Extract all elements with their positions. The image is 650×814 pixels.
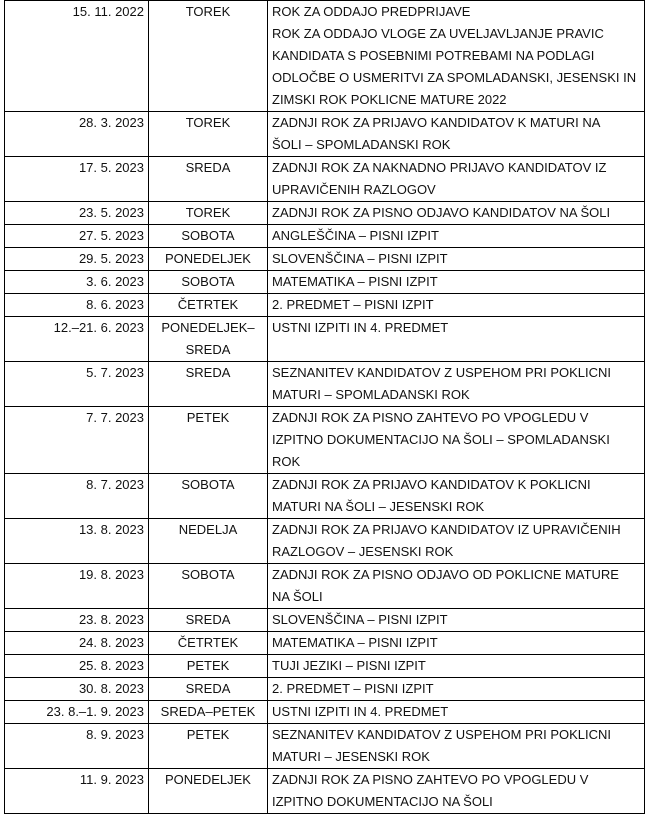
schedule-body [5, 1, 645, 814]
table-row [5, 632, 645, 655]
description-text: SEZNANITEV KANDIDATOV Z USPEHOM PRI POKLICNI [272, 727, 612, 742]
description-cell [268, 248, 645, 271]
day-text: ČETRTEK [177, 635, 239, 650]
schedule-table [4, 0, 645, 814]
day-text: SREDA [185, 612, 231, 627]
date-cell: 23. 8.–1. 9. 2023 [5, 701, 149, 724]
description-text: ROK ZA ODDAJO PREDPRIJAVE [272, 4, 471, 19]
day-cell [149, 609, 268, 632]
description-text: IZPITNO DOKUMENTACIJO NA ŠOLI – SPOMLADANSKI [272, 432, 610, 447]
description-cell [268, 112, 645, 157]
day-text: TOREK [185, 115, 231, 130]
description-text: ZADNJI ROK ZA PRIJAVO KANDIDATOV K POKLICNI [272, 477, 591, 492]
day-text: NEDELJA [178, 522, 238, 537]
description-cell [268, 225, 645, 248]
day-text: SREDA [185, 342, 231, 357]
description-cell [268, 294, 645, 317]
description-cell [268, 769, 645, 814]
date-cell: 13. 8. 2023 [5, 519, 149, 564]
table-row [5, 1, 645, 112]
table-row [5, 724, 645, 769]
description-text: USTNI IZPITI IN 4. PREDMET [272, 320, 449, 335]
description-text: KANDIDATA S POSEBNIMI POTREBAMI NA PODLAGI [272, 48, 595, 63]
date-cell: 8. 7. 2023 [5, 474, 149, 519]
day-cell [149, 1, 268, 112]
description-text: ZADNJI ROK ZA PISNO ZAHTEVO PO VPOGLEDU V [272, 772, 589, 787]
description-cell [268, 202, 645, 225]
description-text: ROK [272, 454, 301, 469]
description-text: MATURI – JESENSKI ROK [272, 749, 430, 764]
table-row [5, 317, 645, 362]
description-text: MATEMATIKA – PISNI IZPIT [272, 635, 438, 650]
table-row [5, 202, 645, 225]
date-cell: 15. 11. 2022 [5, 1, 149, 112]
description-text: MATURI – SPOMLADANSKI ROK [272, 387, 470, 402]
description-text: UPRAVIČENIH RAZLOGOV [272, 182, 436, 197]
description-cell [268, 609, 645, 632]
description-cell [268, 271, 645, 294]
day-cell [149, 474, 268, 519]
table-row [5, 225, 645, 248]
table-row [5, 609, 645, 632]
day-cell [149, 294, 268, 317]
day-text: SREDA [185, 365, 231, 380]
description-text: ANGLEŠČINA – PISNI IZPIT [272, 228, 439, 243]
day-cell [149, 724, 268, 769]
description-text: MATEMATIKA – PISNI IZPIT [272, 274, 438, 289]
description-cell [268, 407, 645, 474]
description-cell [268, 701, 645, 724]
description-text: RAZLOGOV – JESENSKI ROK [272, 544, 454, 559]
day-cell [149, 519, 268, 564]
description-cell [268, 1, 645, 112]
table-row [5, 701, 645, 724]
day-cell [149, 248, 268, 271]
table-row [5, 564, 645, 609]
description-cell [268, 519, 645, 564]
date-cell: 25. 8. 2023 [5, 655, 149, 678]
day-cell [149, 362, 268, 407]
description-text: SEZNANITEV KANDIDATOV Z USPEHOM PRI POKLICNI [272, 365, 612, 380]
table-row [5, 407, 645, 474]
day-text: PONEDELJEK [165, 772, 251, 787]
date-cell: 5. 7. 2023 [5, 362, 149, 407]
day-text: PETEK [186, 410, 230, 425]
description-text: ZIMSKI ROK POKLICNE MATURE 2022 [272, 92, 507, 107]
table-row [5, 519, 645, 564]
description-cell [268, 317, 645, 362]
date-cell: 30. 8. 2023 [5, 678, 149, 701]
description-cell [268, 678, 645, 701]
day-cell [149, 271, 268, 294]
table-row [5, 248, 645, 271]
day-text: PETEK [186, 727, 230, 742]
date-cell: 23. 5. 2023 [5, 202, 149, 225]
day-cell [149, 564, 268, 609]
day-cell [149, 701, 268, 724]
day-text: SOBOTA [181, 567, 235, 582]
description-cell [268, 632, 645, 655]
day-text: TOREK [185, 205, 231, 220]
description-text: ZADNJI ROK ZA PISNO ODJAVO OD POKLICNE MATURE [272, 567, 619, 582]
day-cell [149, 202, 268, 225]
day-cell [149, 769, 268, 814]
date-cell: 17. 5. 2023 [5, 157, 149, 202]
description-text: SLOVENŠČINA – PISNI IZPIT [272, 251, 448, 266]
day-text: PETEK [186, 658, 230, 673]
date-cell: 24. 8. 2023 [5, 632, 149, 655]
table-row [5, 769, 645, 814]
description-text: TUJI JEZIKI – PISNI IZPIT [272, 658, 426, 673]
date-cell: 11. 9. 2023 [5, 769, 149, 814]
day-cell [149, 678, 268, 701]
description-cell [268, 362, 645, 407]
date-cell: 28. 3. 2023 [5, 112, 149, 157]
date-cell: 29. 5. 2023 [5, 248, 149, 271]
table-row [5, 362, 645, 407]
day-text: SREDA [185, 681, 231, 696]
day-text: SOBOTA [181, 228, 235, 243]
description-cell [268, 474, 645, 519]
description-text: ŠOLI – SPOMLADANSKI ROK [272, 137, 451, 152]
day-text: SREDA [185, 160, 231, 175]
description-text: ZADNJI ROK ZA PRIJAVO KANDIDATOV K MATURI NA [272, 115, 601, 130]
date-cell: 19. 8. 2023 [5, 564, 149, 609]
description-cell [268, 157, 645, 202]
day-text: SOBOTA [181, 477, 235, 492]
table-row [5, 474, 645, 519]
day-cell [149, 112, 268, 157]
description-text: SLOVENŠČINA – PISNI IZPIT [272, 612, 448, 627]
day-cell [149, 632, 268, 655]
date-cell: 8. 6. 2023 [5, 294, 149, 317]
day-cell [149, 655, 268, 678]
table-row [5, 157, 645, 202]
description-text: NA ŠOLI [272, 589, 323, 604]
description-text: ZADNJI ROK ZA PISNO ZAHTEVO PO VPOGLEDU V [272, 410, 589, 425]
day-text: PONEDELJEK [165, 251, 251, 266]
table-row [5, 271, 645, 294]
description-text: MATURI NA ŠOLI – JESENSKI ROK [272, 499, 485, 514]
day-text: ČETRTEK [177, 297, 239, 312]
table-row [5, 294, 645, 317]
description-text: ROK ZA ODDAJO VLOGE ZA UVELJAVLJANJE PRAVIC [272, 26, 604, 41]
day-cell [149, 317, 268, 362]
description-text: ODLOČBE O USMERITVI ZA SPOMLADANSKI, JESENSKI IN [272, 70, 637, 85]
description-text: USTNI IZPITI IN 4. PREDMET [272, 704, 449, 719]
day-text: PONEDELJEK– [161, 320, 255, 335]
date-cell: 7. 7. 2023 [5, 407, 149, 474]
description-text: ZADNJI ROK ZA NAKNADNO PRIJAVO KANDIDATOV IZ [272, 160, 607, 175]
day-text: SREDA–PETEK [160, 704, 256, 719]
date-cell: 23. 8. 2023 [5, 609, 149, 632]
description-text: ZADNJI ROK ZA PISNO ODJAVO KANDIDATOV NA ŠOLI [272, 205, 611, 220]
description-cell [268, 564, 645, 609]
table-row [5, 655, 645, 678]
table-row [5, 112, 645, 157]
day-cell [149, 407, 268, 474]
day-cell [149, 157, 268, 202]
description-text: IZPITNO DOKUMENTACIJO NA ŠOLI [272, 794, 493, 809]
day-text: TOREK [185, 4, 231, 19]
date-cell: 27. 5. 2023 [5, 225, 149, 248]
description-cell [268, 724, 645, 769]
date-cell: 3. 6. 2023 [5, 271, 149, 294]
day-text: SOBOTA [181, 274, 235, 289]
description-text: 2. PREDMET – PISNI IZPIT [272, 297, 434, 312]
date-cell: 12.–21. 6. 2023 [5, 317, 149, 362]
date-cell: 8. 9. 2023 [5, 724, 149, 769]
description-text: 2. PREDMET – PISNI IZPIT [272, 681, 434, 696]
day-cell [149, 225, 268, 248]
description-cell [268, 655, 645, 678]
table-row [5, 678, 645, 701]
description-text: ZADNJI ROK ZA PRIJAVO KANDIDATOV IZ UPRAVIČENIH [272, 522, 621, 537]
